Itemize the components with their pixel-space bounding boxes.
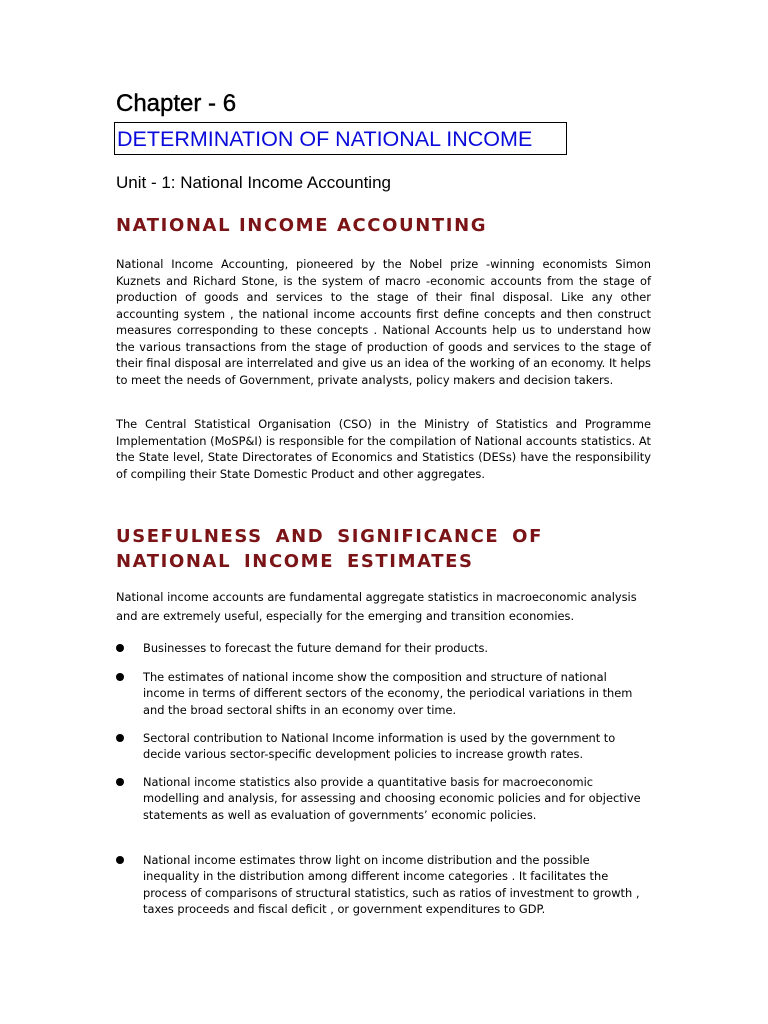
bullet-icon bbox=[116, 673, 124, 681]
list-item-text: Sectoral contribution to National Income information is used by the government to decide various sector-specific development policies to increase growth rates. bbox=[143, 731, 616, 762]
bullet-icon bbox=[116, 856, 124, 864]
list-item-text: Businesses to forecast the future demand for their products. bbox=[143, 641, 489, 655]
bullet-icon bbox=[116, 644, 124, 652]
list-item-text: The estimates of national income show the composition and structure of national income in terms of different sectors of the economy, the periodical variations in them and the broad sectoral shifts in an economy over time. bbox=[143, 670, 633, 717]
bullet-icon bbox=[116, 734, 124, 742]
chapter-number: Chapter - 6 bbox=[116, 90, 237, 117]
paragraph-cso: The Central Statistical Organisation (CSO) in the Ministry of Statistics and Programme Implementation (MoSP&I) is responsible for the compilation of National accounts statistics. At the State level, State Directorates of Economics and Statistics (DESs) have the responsibility of compiling their State Domestic Product and other aggregates. bbox=[116, 417, 651, 481]
section-heading-national-income-accounting: NATIONAL INCOME ACCOUNTING bbox=[116, 215, 488, 236]
list-item-text: National income statistics also provide a quantitative basis for macroeconomic modelling and analysis, for assessing and choosing economic policies and for objective statements as well as evaluation of governments’ economic policies. bbox=[143, 775, 641, 822]
unit-title: Unit - 1: National Income Accounting bbox=[116, 173, 391, 192]
section-heading-usefulness: USEFULNESS AND SIGNIFICANCE OF NATIONAL INCOME ESTIMATES bbox=[116, 526, 543, 572]
list-item-text: National income estimates throw light on income distribution and the possible inequality in the distribution among different income categories . It facilitates the process of comparisons of structural statistics, such as ratios of investment to growth , taxes proceeds and fiscal deficit , or government expenditures to GDP. bbox=[143, 853, 640, 916]
paragraph-usefulness-intro: National income accounts are fundamental aggregate statistics in macroeconomic analysis and are extremely useful, especially for the emerging and transition economies. bbox=[116, 590, 637, 623]
bullet-icon bbox=[116, 778, 124, 786]
paragraph-national-income-accounting: National Income Accounting, pioneered by the Nobel prize -winning economists Simon Kuznets and Richard Stone, is the system of macro -economic accounts from the stage of production of goods and services to the stage of their final disposal. Like any other accounting system , the national income accounts first define concepts and then construct measures corresponding to these concepts . National Accounts help us to understand how the various transactions from the stage of production of goods and services to the stage of their final disposal are interrelated and give us an idea of the working of an economy. It helps to meet the needs of Government, private analysts, policy makers and decision takers. bbox=[116, 257, 651, 387]
chapter-title: DETERMINATION OF NATIONAL INCOME bbox=[117, 127, 533, 151]
